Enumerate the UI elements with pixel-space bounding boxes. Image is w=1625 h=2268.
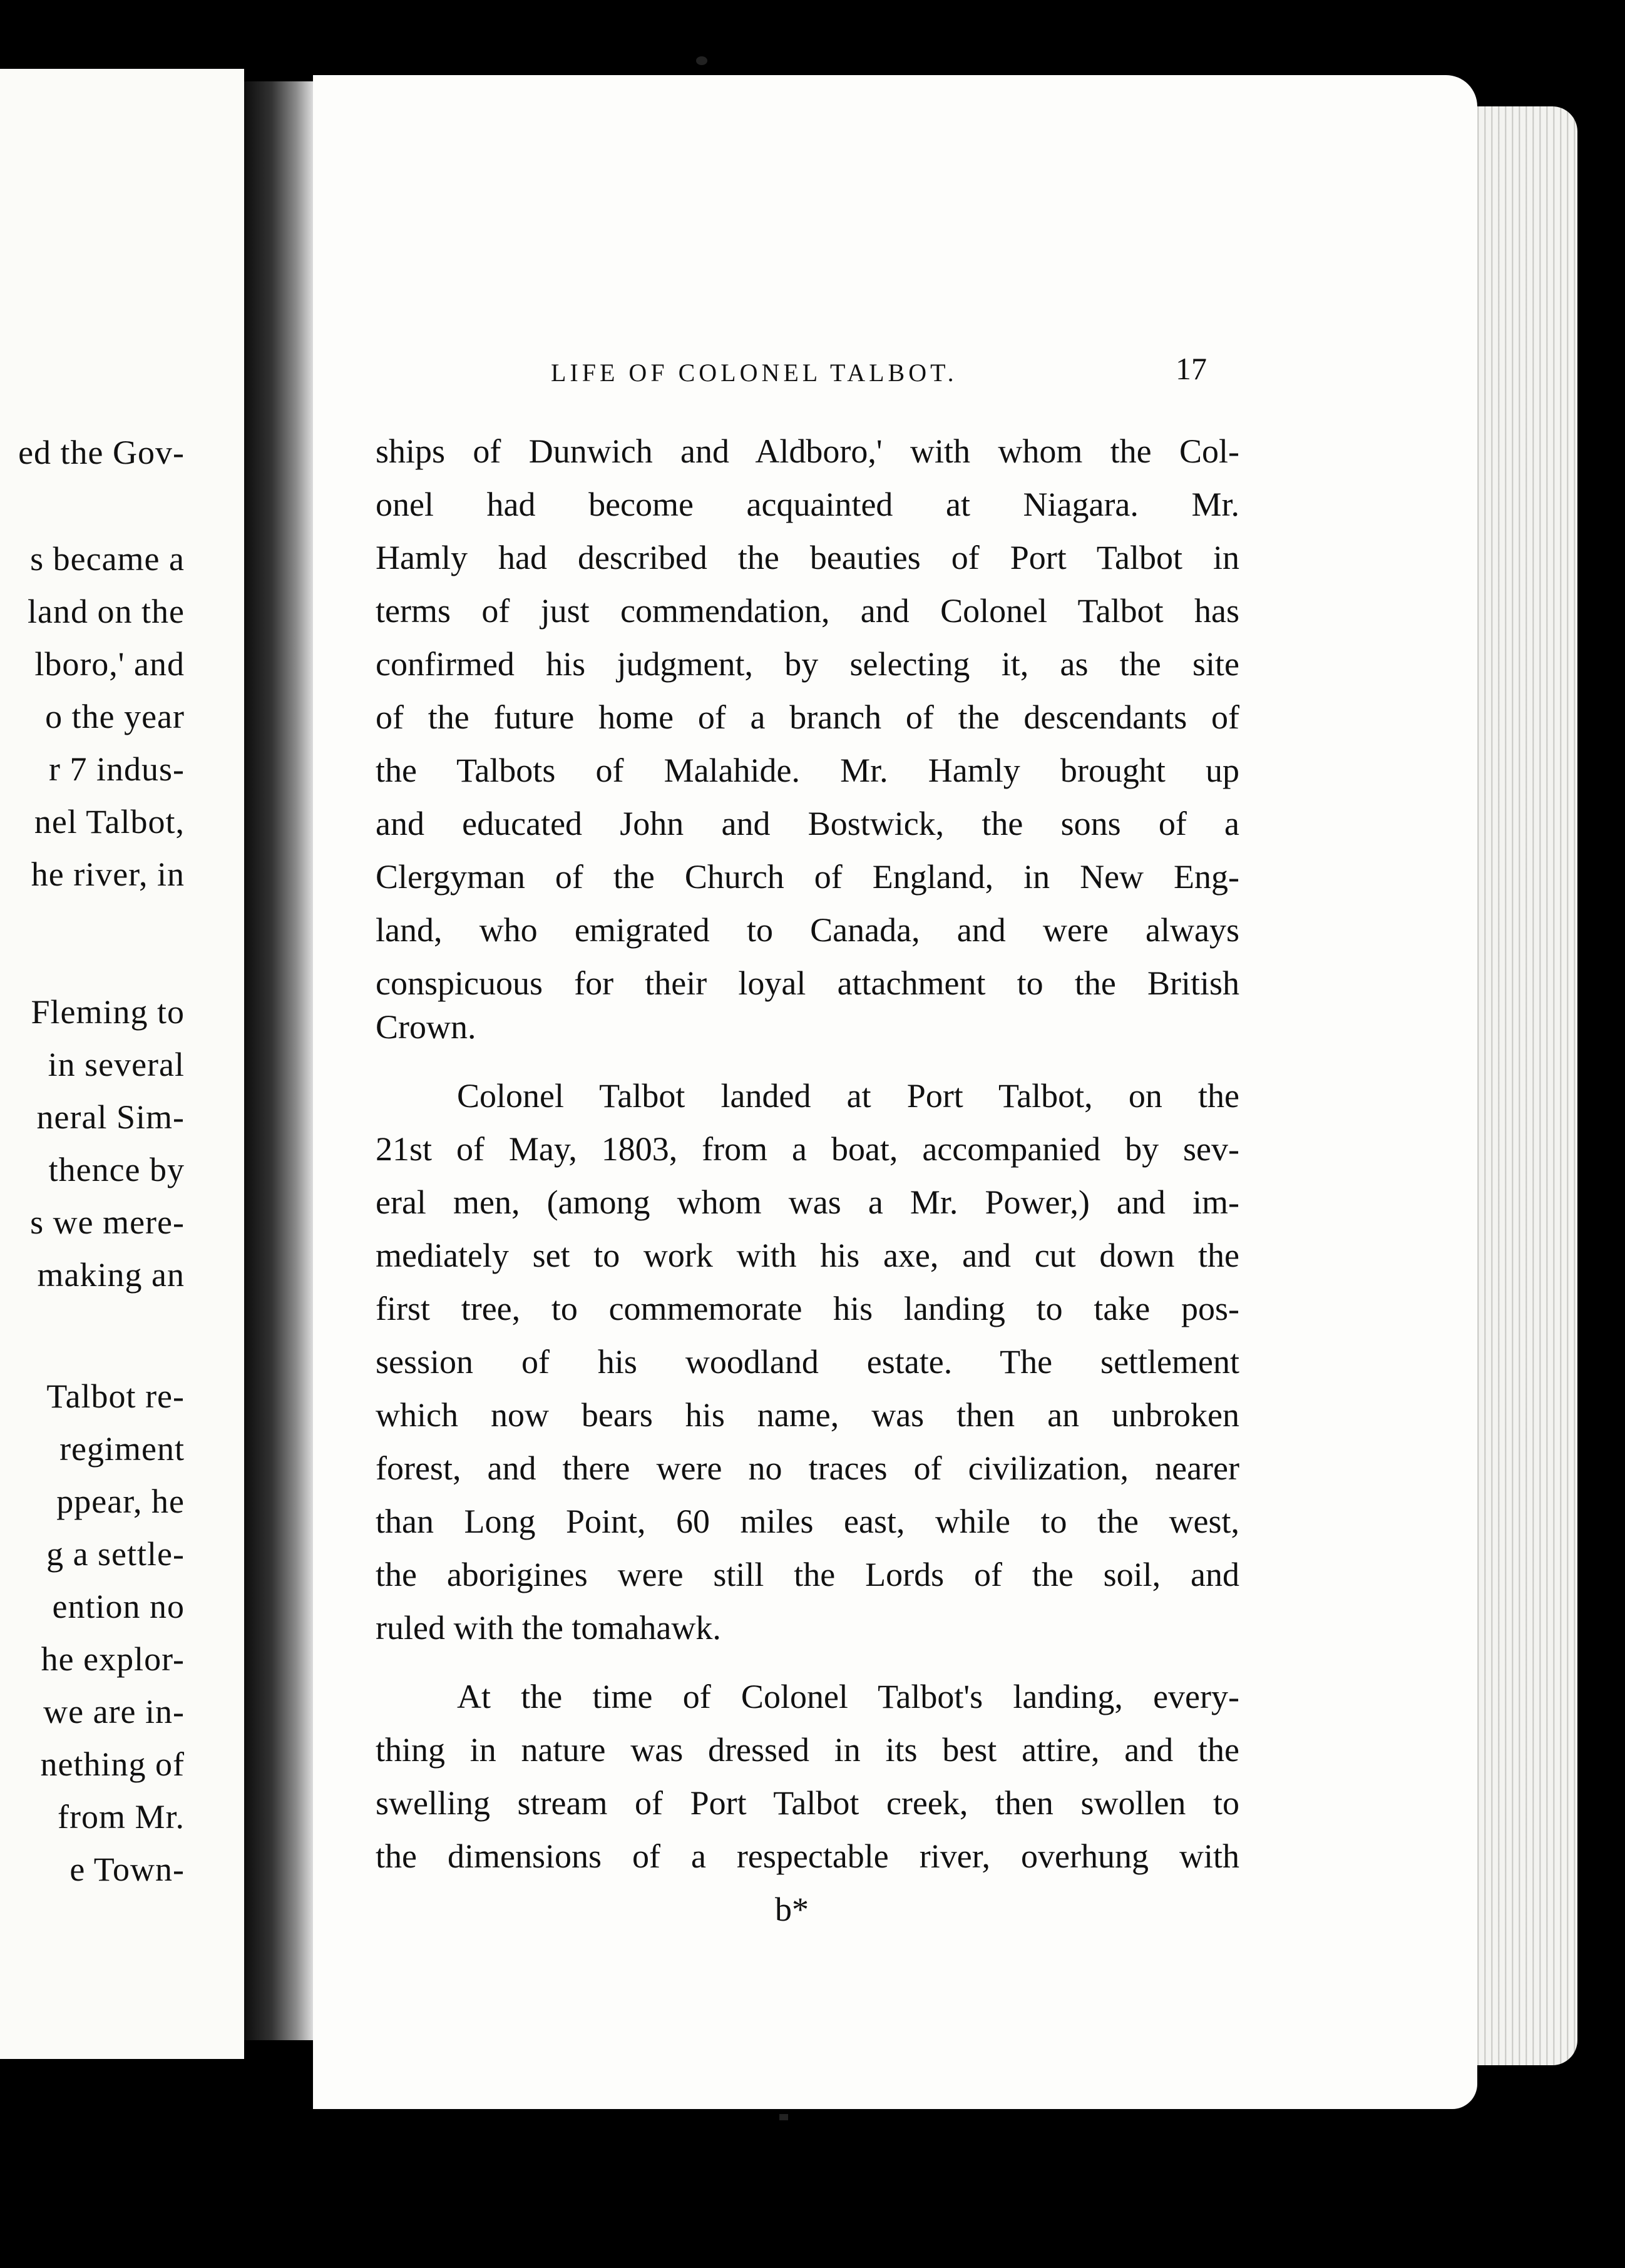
running-head: LIFE OF COLONEL TALBOT. bbox=[551, 359, 958, 387]
body-line: first tree, to commemorate his landing to take pos- bbox=[376, 1290, 1239, 1327]
book-gutter bbox=[244, 81, 313, 2040]
left-line: o the year bbox=[45, 698, 185, 735]
body-line: 21st of May, 1803, from a boat, accompanied by sev- bbox=[376, 1130, 1239, 1168]
left-line: we are in- bbox=[43, 1693, 185, 1730]
left-line: r 7 indus- bbox=[49, 750, 185, 788]
body-line: than Long Point, 60 miles east, while to the west, bbox=[376, 1503, 1239, 1540]
body-line: and educated John and Bostwick, the sons of a bbox=[376, 805, 1239, 842]
left-line: ed the Gov- bbox=[18, 434, 185, 471]
left-line: lboro,' and bbox=[34, 645, 185, 683]
body-line: Hamly had described the beauties of Port Talbot in bbox=[376, 539, 1239, 576]
left-line: he explor- bbox=[41, 1640, 185, 1678]
left-line: nething of bbox=[40, 1745, 185, 1783]
body-line: eral men, (among whom was a Mr. Power,) and im- bbox=[376, 1183, 1239, 1221]
left-line: e Town- bbox=[69, 1851, 185, 1888]
page-number: 17 bbox=[1176, 351, 1207, 386]
left-line: neral Sim- bbox=[36, 1098, 185, 1136]
body-line: ruled with the tomahawk. bbox=[376, 1609, 721, 1647]
left-page-fragment bbox=[0, 69, 244, 2059]
body-line: onel had become acquainted at Niagara. Mr. bbox=[376, 486, 1239, 523]
body-line: terms of just commendation, and Colonel Talbot has bbox=[376, 592, 1239, 630]
body-line: Clergyman of the Church of England, in New Eng- bbox=[376, 858, 1239, 896]
body-line: the dimensions of a respectable river, overhung with bbox=[376, 1837, 1239, 1875]
left-line: making an bbox=[37, 1256, 185, 1294]
ink-speck bbox=[696, 56, 707, 65]
body-line: Crown. bbox=[376, 1008, 476, 1046]
left-line: ppear, he bbox=[56, 1483, 185, 1520]
body-line: mediately set to work with his axe, and cut down the bbox=[376, 1237, 1239, 1274]
left-line: Fleming to bbox=[31, 993, 185, 1031]
body-line: the aborigines were still the Lords of the soil, and bbox=[376, 1556, 1239, 1593]
body-line: thing in nature was dressed in its best attire, and the bbox=[376, 1731, 1239, 1769]
body-line: session of his woodland estate. The settlement bbox=[376, 1343, 1239, 1381]
body-line: the Talbots of Malahide. Mr. Hamly brought up bbox=[376, 752, 1239, 789]
left-line: s we mere- bbox=[30, 1203, 185, 1241]
body-line: forest, and there were no traces of civilization, nearer bbox=[376, 1449, 1239, 1487]
left-line: Talbot re- bbox=[46, 1377, 185, 1415]
body-line: Colonel Talbot landed at Port Talbot, on the bbox=[457, 1077, 1239, 1115]
body-line: which now bears his name, was then an unbroken bbox=[376, 1396, 1239, 1434]
left-line: from Mr. bbox=[58, 1798, 185, 1836]
left-line: thence by bbox=[48, 1151, 185, 1188]
body-line: ships of Dunwich and Aldboro,' with whom the Col- bbox=[376, 432, 1239, 470]
left-line: in several bbox=[48, 1046, 185, 1083]
left-line: land on the bbox=[28, 593, 185, 630]
signature-mark: b* bbox=[775, 1891, 809, 1928]
ink-speck bbox=[779, 2114, 788, 2120]
body-line: confirmed his judgment, by selecting it, as the site bbox=[376, 645, 1239, 683]
body-line: land, who emigrated to Canada, and were always bbox=[376, 911, 1239, 949]
left-line: he river, in bbox=[31, 856, 185, 893]
left-line: nel Talbot, bbox=[34, 803, 185, 840]
left-line: regiment bbox=[59, 1430, 185, 1468]
body-line: conspicuous for their loyal attachment to the British bbox=[376, 964, 1239, 1002]
body-line: At the time of Colonel Talbot's landing, every- bbox=[457, 1678, 1239, 1715]
left-line: g a settle- bbox=[46, 1535, 185, 1573]
left-line: ention no bbox=[52, 1588, 185, 1625]
left-line: s became a bbox=[30, 540, 185, 578]
body-line: swelling stream of Port Talbot creek, then swollen to bbox=[376, 1784, 1239, 1822]
body-line: of the future home of a branch of the descendants of bbox=[376, 698, 1239, 736]
